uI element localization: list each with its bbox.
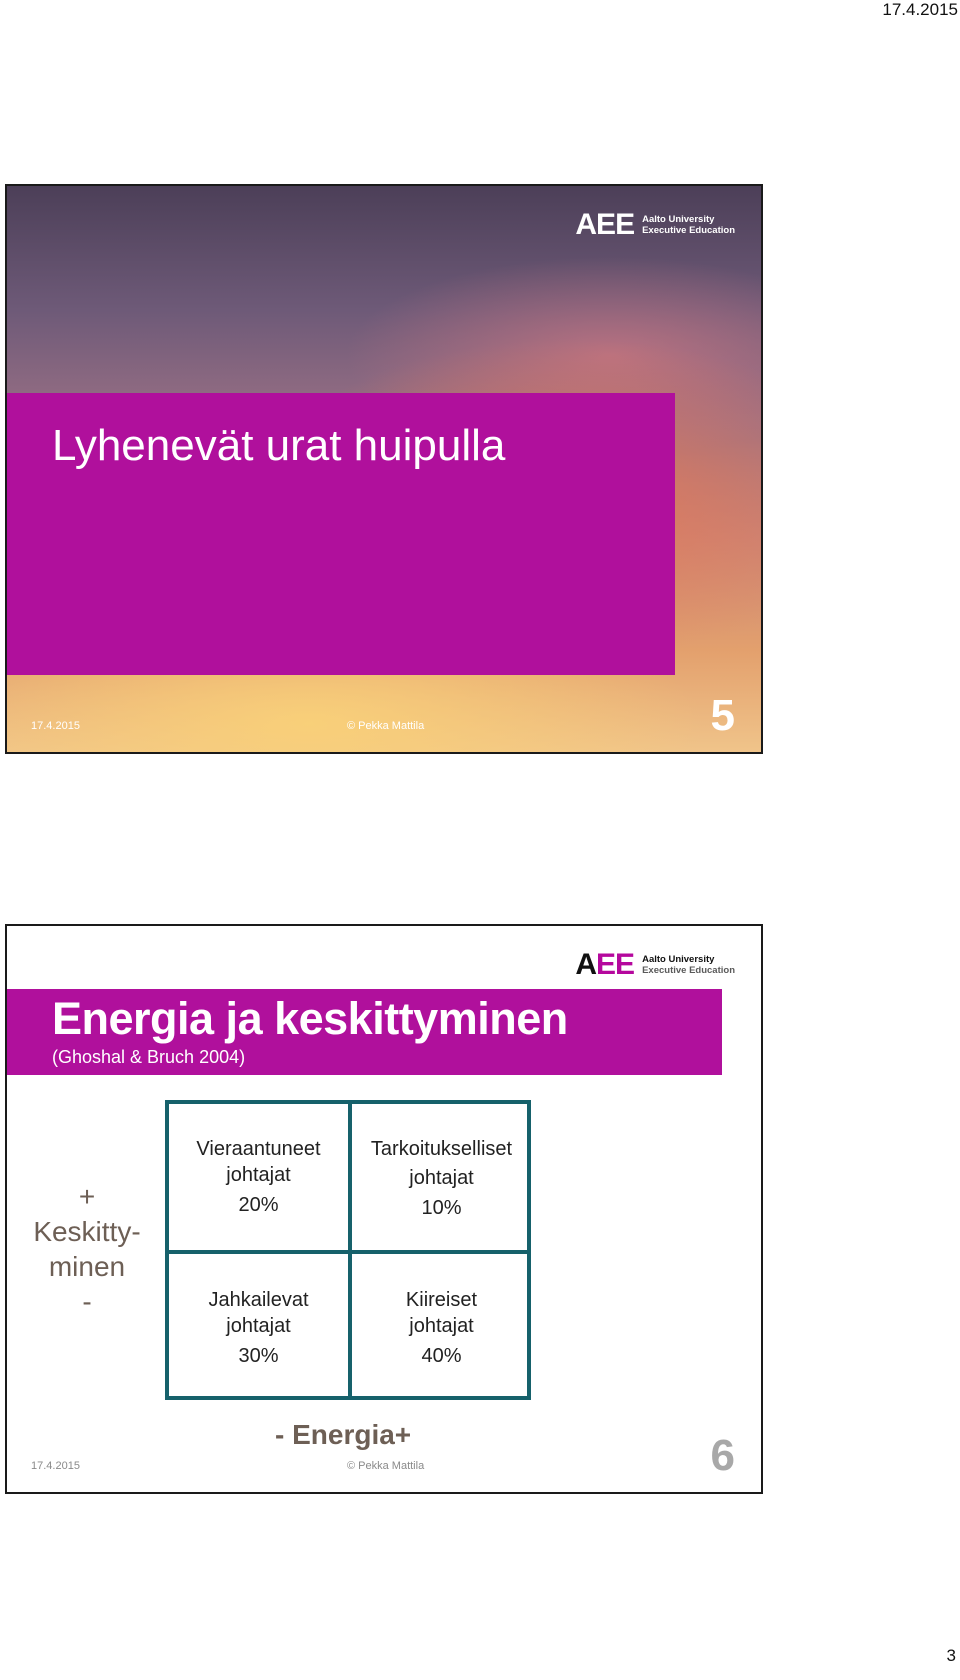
page-date: 17.4.2015 (882, 0, 958, 19)
cell-label: Vieraantuneet (196, 1138, 321, 1160)
y-axis-label (17, 1179, 157, 1319)
logo-mark: AEE (575, 208, 635, 241)
y-axis-label-line-1: Keskitty- (33, 1216, 141, 1247)
slide-subtitle: (Ghoshal & Bruch 2004) (52, 1047, 246, 1067)
slide-6 (5, 924, 763, 1494)
aee-logo (575, 950, 735, 980)
title-band (7, 393, 675, 675)
x-axis-label: - Energia+ (275, 1419, 412, 1450)
cell-value: 20% (238, 1194, 279, 1216)
footer-copyright: © Pekka Mattila (347, 1460, 425, 1472)
slide-title: Energia ja keskittyminen (52, 993, 568, 1044)
cell-label: johtajat (226, 1315, 291, 1337)
cell-label: johtajat (226, 1164, 291, 1186)
energy-focus-matrix (165, 1100, 531, 1400)
slide-5 (5, 184, 763, 754)
slide-number: 5 (710, 691, 735, 740)
logo-text (642, 954, 735, 976)
cell-label: Jahkailevat (208, 1289, 309, 1311)
logo-line-2: Executive Education (642, 225, 735, 236)
cell-label: johtajat (409, 1315, 474, 1337)
matrix-cell-bottom-right (352, 1287, 531, 1369)
logo-mark (575, 950, 634, 980)
page-number: 3 (946, 1646, 956, 1665)
cell-label: Tarkoitukselliset (370, 1138, 513, 1160)
y-axis-label-line-2: minen (48, 1251, 126, 1282)
y-axis-plus: + (78, 1181, 96, 1212)
logo-line-2: Executive Education (642, 965, 735, 976)
logo-line-1: Aalto University (642, 214, 715, 225)
footer-date: 17.4.2015 (31, 720, 80, 732)
footer-date: 17.4.2015 (31, 1460, 80, 1472)
y-axis-minus: - (82, 1286, 92, 1317)
cell-value: 10% (421, 1197, 462, 1219)
cell-value: 40% (421, 1345, 462, 1367)
footer-copyright: © Pekka Mattila (347, 720, 425, 732)
cell-label: Kiireiset (405, 1289, 478, 1311)
matrix-cell-top-right (352, 1136, 531, 1221)
slide-title: Lyhenevät urat huipulla (52, 421, 506, 470)
logo-mark-ee: EE (596, 948, 635, 981)
slide-number: 6 (710, 1431, 735, 1480)
logo-mark-a: A (575, 948, 597, 981)
logo-text (642, 214, 735, 236)
matrix-divider-horizontal (169, 1250, 527, 1254)
cell-value: 30% (238, 1345, 279, 1367)
title-band (7, 989, 722, 1075)
matrix-cell-top-left (169, 1136, 348, 1218)
matrix-cell-bottom-left (169, 1287, 348, 1369)
aee-logo (575, 210, 735, 240)
logo-line-1: Aalto University (642, 954, 715, 965)
cell-label: johtajat (409, 1167, 474, 1189)
